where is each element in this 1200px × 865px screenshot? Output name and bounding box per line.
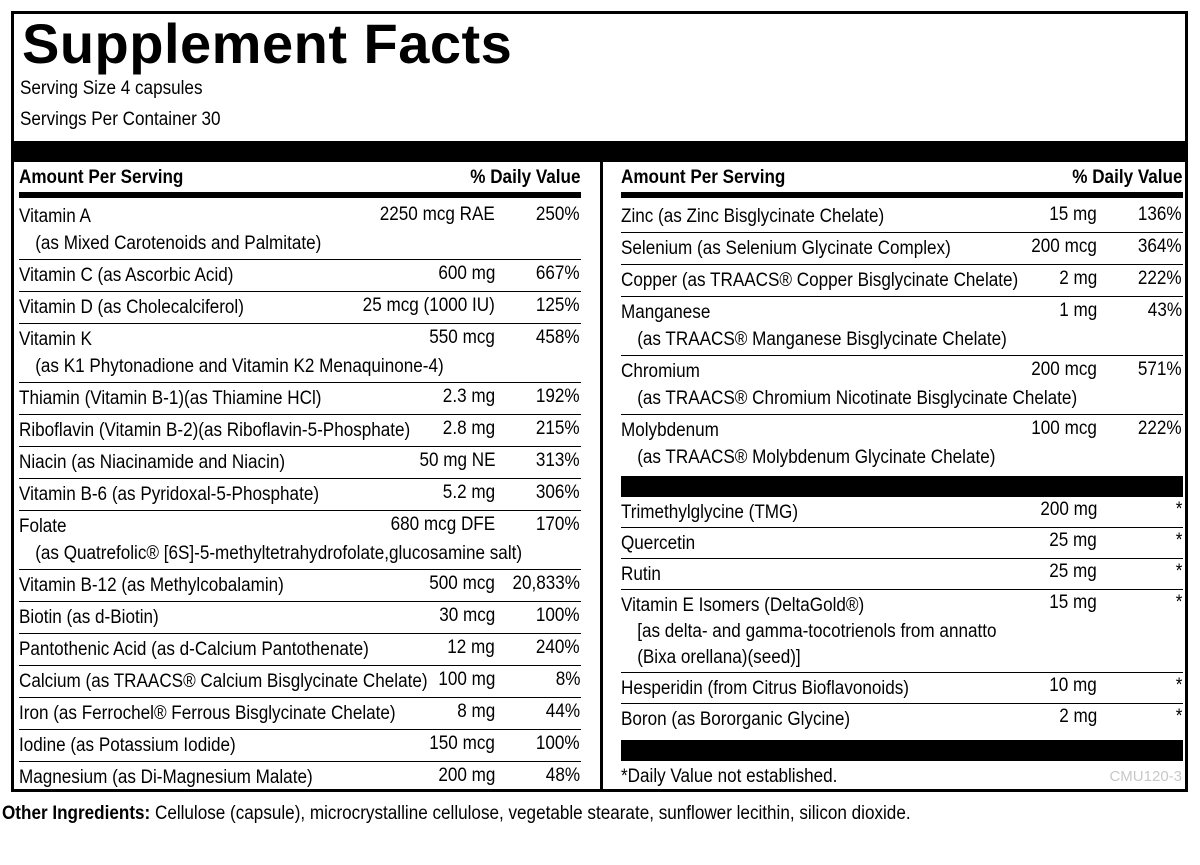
other-ingredients-label: Other Ingredients: [2,803,151,824]
nutrient-amount: 200 mg [1039,499,1097,520]
nutrient-name: Trimethylglycine (TMG) [621,502,799,523]
other-nutrient-list [621,497,1183,734]
nutrient-name: Rutin [621,564,661,585]
table-row [19,479,581,511]
table-row [19,447,581,479]
table-row [19,666,581,698]
nutrient-name: Chromium [621,361,700,382]
nutrient-name: Niacin (as Niacinamide and Niacin) [19,452,286,473]
nutrient-name: Calcium (as TRAACS® Calcium Bisglycinate Chelate) [19,671,428,692]
nutrient-amount: 5.2 mg [442,482,495,503]
nutrient-amount: 100 mcg [1031,418,1097,439]
nutrient-amount: 10 mg [1049,675,1097,696]
daily-value-percent: 8% [555,669,580,690]
nutrient-source: (as Mixed Carotenoids and Palmitate) [35,233,322,254]
table-row [621,415,1183,473]
daily-value-percent: 43% [1147,300,1182,321]
daily-value-percent: 458% [536,327,580,348]
nutrient-amount: 15 mg [1049,592,1097,613]
nutrient-source: (as TRAACS® Chromium Nicotinate Bisglycinate Chelate) [637,388,1078,409]
nutrient-source: (as Quatrefolic® [6S]-5-methyltetrahydrofolate,glucosamine salt) [35,543,523,564]
nutrient-source: (as TRAACS® Manganese Bisglycinate Chelate) [637,329,1007,350]
daily-value-percent: 100% [536,605,580,626]
nutrient-source: (as TRAACS® Molybdenum Glycinate Chelate) [637,447,996,468]
nutrient-amount: 25 mg [1049,530,1097,551]
table-row [621,201,1183,233]
daily-value-percent: 100% [536,733,580,754]
daily-value-percent: 125% [536,295,580,316]
nutrient-amount: 2.8 mg [442,418,495,439]
nutrient-name: Manganese [621,302,711,323]
daily-value-percent: * [1175,530,1182,551]
nutrient-name: Copper (as TRAACS® Copper Bisglycinate Chelate) [621,270,1019,291]
daily-value-percent: * [1175,499,1182,520]
nutrient-amount: 200 mcg [1031,359,1097,380]
daily-value-header: % Daily Value [470,167,581,188]
table-row [621,528,1183,559]
daily-value-header: % Daily Value [1072,167,1183,188]
nutrient-name: Iron (as Ferrochel® Ferrous Bisglycinate Chelate) [19,703,396,724]
serving-size: Serving Size 4 capsules [20,78,203,99]
right-column [621,162,1183,761]
table-row [19,383,581,415]
table-row [621,559,1183,590]
table-row [621,673,1183,704]
table-row [19,634,581,666]
nutrient-source: (as K1 Phytonadione and Vitamin K2 Menaquinone-4) [35,356,444,377]
daily-value-percent: 170% [536,514,580,535]
table-row [19,602,581,634]
nutrient-name: Vitamin D (as Cholecalciferol) [19,297,244,318]
nutrient-amount: 1 mg [1058,300,1097,321]
other-ingredients [2,802,911,826]
nutrient-amount: 2250 mcg RAE [379,204,495,225]
nutrient-amount: 200 mg [437,765,495,786]
daily-value-percent: 20,833% [512,573,580,594]
amount-per-serving-header: Amount Per Serving [621,167,786,188]
daily-value-percent: 313% [536,450,580,471]
nutrient-name: Selenium (as Selenium Glycinate Complex) [621,238,951,259]
nutrient-source: [as delta- and gamma-tocotrienols from annatto [637,621,997,642]
nutrient-name: Molybdenum [621,420,719,441]
table-row [621,233,1183,265]
daily-value-percent: * [1175,592,1182,613]
daily-value-percent: 222% [1138,268,1182,289]
table-row [19,698,581,730]
column-divider [600,162,603,792]
page-title: Supplement Facts [22,12,513,75]
daily-value-percent: * [1175,561,1182,582]
table-row [19,292,581,324]
table-row [621,265,1183,297]
daily-value-percent: 306% [536,482,580,503]
table-row [19,762,581,793]
nutrient-name: Hesperidin (from Citrus Bioflavonoids) [621,678,909,699]
table-row [19,415,581,447]
daily-value-percent: 222% [1138,418,1182,439]
nutrient-source-continued: (Bixa orellana)(seed)] [637,647,801,668]
other-ingredients-text: Cellulose (capsule), microcrystalline cellulose, vegetable stearate, sunflower lecithin, silicon dioxide. [150,803,911,824]
nutrient-amount: 200 mcg [1031,236,1097,257]
table-row [621,497,1183,528]
daily-value-percent: 667% [536,263,580,284]
section-divider-bar [621,476,1183,497]
nutrient-amount: 12 mg [447,637,495,658]
nutrient-name: Riboflavin (Vitamin B-2)(as Riboflavin-5-Phosphate) [19,420,411,441]
table-row [621,356,1183,415]
nutrient-amount: 25 mcg (1000 IU) [362,295,495,316]
daily-value-percent: 136% [1138,204,1182,225]
nutrient-name: Vitamin E Isomers (DeltaGold®) [621,595,865,616]
nutrient-amount: 150 mcg [429,733,495,754]
nutrient-name: Quercetin [621,533,696,554]
nutrient-name: Pantothenic Acid (as d-Calcium Pantothenate) [19,639,369,660]
daily-value-percent: 215% [536,418,580,439]
table-row [19,201,581,260]
header-divider-bar [14,141,1185,162]
daily-value-percent: 571% [1138,359,1182,380]
nutrient-amount: 600 mg [437,263,495,284]
nutrient-amount: 30 mcg [438,605,495,626]
nutrient-name: Magnesium (as Di-Magnesium Malate) [19,767,313,788]
servings-per-container: Servings Per Container 30 [20,109,221,130]
nutrient-amount: 50 mg NE [418,450,495,471]
nutrient-name: Biotin (as d-Biotin) [19,607,159,628]
table-row [19,730,581,762]
daily-value-percent: 44% [545,701,580,722]
daily-value-percent: * [1175,706,1182,727]
table-row [19,511,581,570]
table-row [621,297,1183,356]
nutrient-amount: 25 mg [1049,561,1097,582]
column-header [621,162,1183,198]
nutrient-amount: 2 mg [1058,706,1097,727]
nutrient-name: Vitamin C (as Ascorbic Acid) [19,265,234,286]
daily-value-footnote: *Daily Value not established. [621,766,838,787]
nutrient-name: Thiamin (Vitamin B-1)(as Thiamine HCl) [19,388,322,409]
nutrient-amount: 500 mcg [429,573,495,594]
daily-value-percent: 48% [545,765,580,786]
nutrient-name: Folate [19,516,67,537]
table-row [19,570,581,602]
product-code: CMU120-3 [1109,768,1182,785]
daily-value-percent: 240% [536,637,580,658]
nutrient-amount: 2.3 mg [442,386,495,407]
nutrient-name: Boron (as Bororganic Glycine) [621,709,851,730]
table-row [621,590,1183,673]
nutrient-name: Vitamin A [19,206,91,227]
section-divider-bar [621,740,1183,761]
table-row [19,260,581,292]
daily-value-percent: 364% [1138,236,1182,257]
nutrient-amount: 8 mg [456,701,495,722]
nutrient-amount: 15 mg [1049,204,1097,225]
amount-per-serving-header: Amount Per Serving [19,167,184,188]
nutrient-amount: 100 mg [437,669,495,690]
nutrient-name: Zinc (as Zinc Bisglycinate Chelate) [621,206,885,227]
nutrient-amount: 680 mcg DFE [390,514,495,535]
nutrient-name: Vitamin K [19,329,92,350]
nutrient-list [621,201,1183,473]
daily-value-percent: * [1175,675,1182,696]
daily-value-percent: 250% [536,204,580,225]
nutrient-name: Iodine (as Potassium Iodide) [19,735,236,756]
table-row [621,704,1183,734]
column-header [19,162,581,198]
left-column [19,162,581,793]
nutrient-name: Vitamin B-6 (as Pyridoxal-5-Phosphate) [19,484,320,505]
nutrient-list [19,201,581,793]
nutrient-amount: 550 mcg [429,327,495,348]
daily-value-percent: 192% [536,386,580,407]
nutrient-amount: 2 mg [1058,268,1097,289]
table-row [19,324,581,383]
nutrient-name: Vitamin B-12 (as Methylcobalamin) [19,575,284,596]
